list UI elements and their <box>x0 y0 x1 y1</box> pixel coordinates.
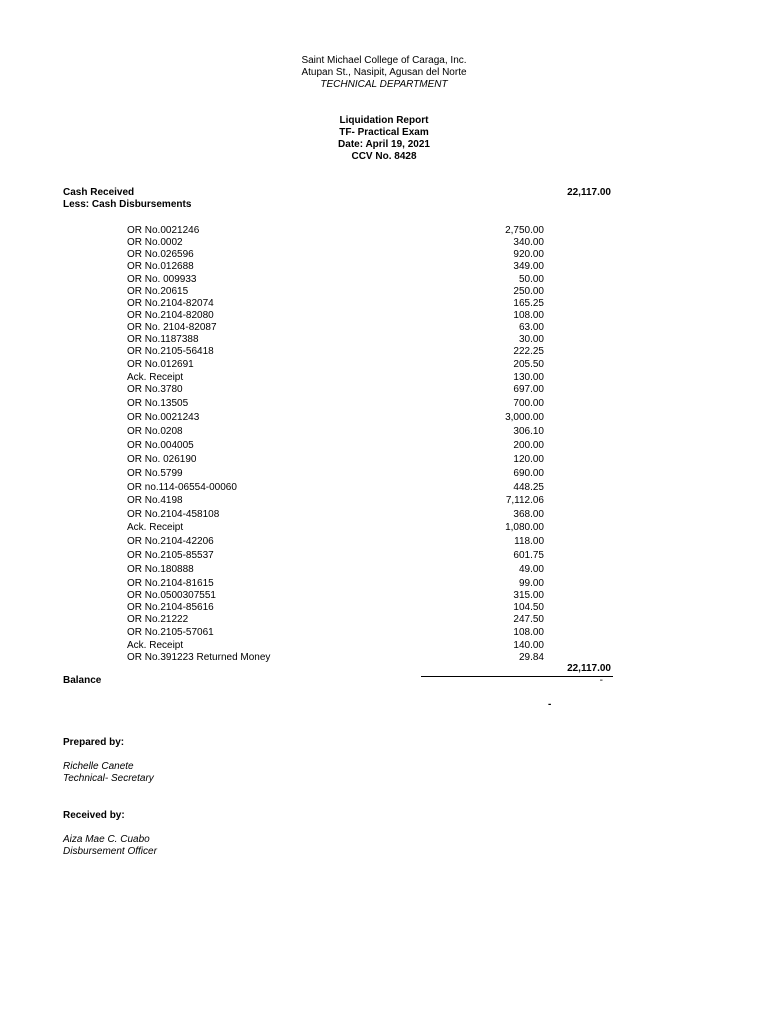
disbursement-row <box>0 286 768 298</box>
disbursement-row <box>0 652 768 664</box>
extra-dash: - <box>548 699 552 710</box>
disbursement-amount: 250.00 <box>513 286 544 297</box>
disbursement-label: OR No.180888 <box>127 564 194 575</box>
disbursement-amount: 601.75 <box>513 550 544 561</box>
report-title: Liquidation Report <box>339 115 429 126</box>
disbursement-amount: 49.00 <box>518 564 544 575</box>
report-subtitle: TF- Practical Exam <box>339 127 429 138</box>
disbursement-amount: 200.00 <box>513 440 544 451</box>
disbursement-amount: 697.00 <box>513 384 544 395</box>
disbursement-amount: 120.00 <box>513 454 544 465</box>
less-disbursements-label: Less: Cash Disbursements <box>63 199 192 210</box>
disbursement-amount: 368.00 <box>513 509 544 520</box>
disbursement-label: OR No.2105-57061 <box>127 627 214 638</box>
received-by-name: Aiza Mae C. Cuabo <box>63 834 150 845</box>
disbursement-label: OR No.2104-82074 <box>127 298 214 309</box>
disbursement-label: OR No.2105-56418 <box>127 346 214 357</box>
disbursement-label: OR No.2104-81615 <box>127 578 214 589</box>
disbursement-row <box>0 346 768 358</box>
disbursement-label: OR No.0021243 <box>127 412 200 423</box>
disbursement-row <box>0 412 768 424</box>
disbursement-label: OR No.2104-458108 <box>127 509 220 520</box>
disbursement-amount: 920.00 <box>513 249 544 260</box>
disbursement-label: OR No.026596 <box>127 249 194 260</box>
disbursement-label: OR No.3780 <box>127 384 183 395</box>
disbursement-label: OR No. 2104-82087 <box>127 322 217 333</box>
total-disbursed: 22,117.00 <box>567 663 611 674</box>
prepared-by-name: Richelle Canete <box>63 761 134 772</box>
disbursement-label: OR no.114-06554-00060 <box>127 482 237 493</box>
disbursement-label: OR No.2105-85537 <box>127 550 214 561</box>
disbursement-amount: 349.00 <box>513 261 544 272</box>
disbursement-amount: 315.00 <box>513 590 544 601</box>
ccv-number: CCV No. 8428 <box>351 151 417 162</box>
balance-amount: - <box>599 675 603 686</box>
disbursement-amount: 140.00 <box>513 640 544 651</box>
disbursement-amount: 2,750.00 <box>505 225 544 236</box>
disbursement-amount: 130.00 <box>513 372 544 383</box>
disbursement-amount: 165.25 <box>513 298 544 309</box>
disbursement-amount: 7,112.06 <box>505 495 544 506</box>
disbursement-label: Ack. Receipt <box>127 372 184 383</box>
disbursement-row <box>0 454 768 466</box>
prepared-by-label: Prepared by: <box>63 737 125 748</box>
disbursement-row <box>0 261 768 273</box>
disbursement-label: OR No.2104-42206 <box>127 536 214 547</box>
disbursement-label: OR No.20615 <box>127 286 189 297</box>
disbursement-row <box>0 536 768 548</box>
disbursement-amount: 108.00 <box>513 310 544 321</box>
disbursement-row <box>0 384 768 396</box>
disbursement-amount: 30.00 <box>518 334 544 345</box>
disbursement-amount: 1,080.00 <box>505 522 544 533</box>
disbursement-row <box>0 468 768 480</box>
disbursement-row <box>0 602 768 614</box>
prepared-by-title: Technical- Secretary <box>63 773 154 784</box>
disbursement-label: OR No.2104-82080 <box>127 310 214 321</box>
disbursement-amount: 340.00 <box>513 237 544 248</box>
disbursement-row <box>0 640 768 652</box>
disbursement-row <box>0 249 768 261</box>
disbursement-row <box>0 614 768 626</box>
disbursement-amount: 118.00 <box>514 536 544 547</box>
disbursement-label: OR No.004005 <box>127 440 194 451</box>
disbursement-label: OR No.012688 <box>127 261 194 272</box>
disbursement-label: OR No.1187388 <box>127 334 199 345</box>
disbursement-amount: 700.00 <box>513 398 544 409</box>
disbursement-row <box>0 440 768 452</box>
disbursement-row <box>0 334 768 346</box>
disbursement-label: Ack. Receipt <box>127 522 184 533</box>
disbursement-amount: 63.00 <box>518 322 544 333</box>
total-rule <box>421 676 613 677</box>
disbursement-row <box>0 590 768 602</box>
disbursement-amount: 247.50 <box>513 614 544 625</box>
disbursement-amount: 306.10 <box>513 426 544 437</box>
report-date: Date: April 19, 2021 <box>338 139 430 150</box>
department-name: TECHNICAL DEPARTMENT <box>320 79 448 90</box>
disbursement-row <box>0 522 768 534</box>
disbursement-row <box>0 482 768 494</box>
disbursement-label: OR No.5799 <box>127 468 183 479</box>
disbursement-row <box>0 310 768 322</box>
disbursement-row <box>0 578 768 590</box>
org-name: Saint Michael College of Caraga, Inc. <box>301 55 467 66</box>
disbursement-label: OR No.0500307551 <box>127 590 216 601</box>
disbursement-label: OR No. 026190 <box>127 454 197 465</box>
disbursement-label: OR No. 009933 <box>127 274 197 285</box>
disbursement-label: OR No.0208 <box>127 426 183 437</box>
disbursement-label: OR No.13505 <box>127 398 189 409</box>
disbursement-amount: 205.50 <box>513 359 544 370</box>
disbursement-label: OR No.0021246 <box>127 225 200 236</box>
disbursement-label: OR No.2104-85616 <box>127 602 214 613</box>
disbursement-row <box>0 225 768 237</box>
disbursement-amount: 448.25 <box>513 482 544 493</box>
disbursement-row <box>0 237 768 249</box>
disbursement-label: OR No.391223 Returned Money <box>127 652 271 663</box>
cash-received-label: Cash Received <box>63 187 135 198</box>
disbursement-amount: 3,000.00 <box>505 412 544 423</box>
disbursement-amount: 108.00 <box>513 627 544 638</box>
disbursement-amount: 29.84 <box>518 652 544 663</box>
disbursement-label: Ack. Receipt <box>127 640 184 651</box>
disbursement-label: OR No.4198 <box>127 495 183 506</box>
disbursement-row <box>0 564 768 576</box>
disbursement-amount: 690.00 <box>513 468 544 479</box>
org-address: Atupan St., Nasipit, Agusan del Norte <box>301 67 467 78</box>
disbursement-row <box>0 426 768 438</box>
disbursement-row <box>0 495 768 507</box>
disbursement-amount: 222.25 <box>513 346 544 357</box>
disbursement-amount: 99.00 <box>518 578 544 589</box>
received-by-title: Disbursement Officer <box>63 846 157 857</box>
disbursement-row <box>0 298 768 310</box>
disbursement-label: OR No.21222 <box>127 614 189 625</box>
disbursement-row <box>0 550 768 562</box>
cash-received-amount: 22,117.00 <box>567 187 611 198</box>
disbursement-row <box>0 274 768 286</box>
disbursement-row <box>0 627 768 639</box>
received-by-label: Received by: <box>63 810 125 821</box>
disbursement-row <box>0 509 768 521</box>
balance-label: Balance <box>63 675 102 686</box>
disbursement-row <box>0 359 768 371</box>
disbursement-row <box>0 398 768 410</box>
disbursement-row <box>0 372 768 384</box>
disbursement-label: OR No.0002 <box>127 237 183 248</box>
disbursement-row <box>0 322 768 334</box>
disbursement-label: OR No.012691 <box>127 359 194 370</box>
disbursement-amount: 50.00 <box>518 274 544 285</box>
disbursement-amount: 104.50 <box>513 602 544 613</box>
